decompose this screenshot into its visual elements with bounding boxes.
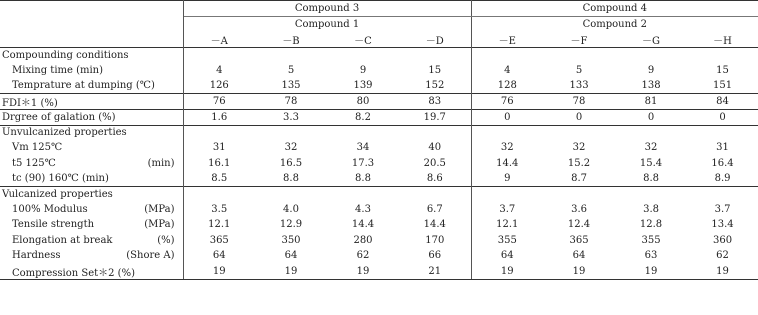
value-cell: 19.7 [399,110,471,126]
value-cell: 8.9 [714,173,731,184]
value-cell: 5 [287,64,295,76]
value-cell: 63 [644,250,658,262]
value-cell: 8.8 [355,173,371,184]
value-cell: 9 [359,64,367,76]
value-cell: 19 [543,264,615,280]
row-label-text: Hardness [12,250,61,262]
column-header: －H [713,36,732,47]
row-label [0,233,183,249]
column-header: －D [399,32,471,48]
value-cell: 19 [687,264,758,280]
value-cell: 66 [399,248,471,264]
value-cell: 78 [255,94,327,110]
value-cell: 80 [327,94,399,110]
row-unit: (Shore A) [126,250,175,262]
value-cell: 5 [575,64,583,76]
value-cell: 17.3 [351,157,375,169]
value-cell: 32 [500,142,514,154]
row-label [0,63,183,79]
value-cell: 19 [327,264,399,280]
value-cell: 32 [284,142,298,154]
value-cell: 19 [255,264,327,280]
row-label-text: Elongation at break [12,234,113,246]
row-label-text: Tensile strength [12,219,95,231]
section-header-vulcanized: Vulcanized properties [0,187,183,202]
value-cell: 355 [497,234,517,246]
value-cell: 16.4 [711,157,734,169]
value-cell: 3.8 [643,203,659,215]
empty-cell [471,48,543,63]
value-cell: 8.8 [643,173,659,184]
row-label [0,248,183,264]
value-cell: 3.6 [571,203,587,215]
value-cell: 62 [716,250,729,262]
empty-cell [615,125,687,140]
value-cell: 15.4 [639,157,663,169]
header-compound-1: Compound 1 [183,17,471,33]
value-cell: 19 [183,264,255,280]
value-cell: 3.3 [255,110,327,126]
value-cell: 6.7 [399,202,471,218]
column-header: －B [282,36,300,47]
empty-cell [687,187,758,202]
value-cell: 12.4 [567,219,591,231]
empty-cell [183,48,255,63]
value-cell: 19 [471,264,543,280]
value-cell: 21 [399,264,471,280]
row-unit: (min) [147,157,175,169]
value-cell: 78 [543,94,615,110]
header-compound-4: Compound 4 [471,1,758,17]
empty-cell [255,187,327,202]
value-cell: 12.1 [496,219,519,231]
value-cell: 81 [615,94,687,110]
value-cell: 8.2 [327,110,399,126]
value-cell: 8.5 [211,173,228,184]
value-cell: 12.9 [279,219,303,231]
empty-cell [183,125,255,140]
value-cell: 4.3 [355,203,371,215]
value-cell: 64 [500,250,514,262]
value-cell: 9 [647,64,655,76]
column-header: －A [210,36,228,47]
row-label-text: Mixing time (min) [12,64,104,76]
value-cell: 15 [716,64,729,76]
empty-cell [543,187,615,202]
value-cell: 76 [471,94,543,110]
empty-cell [687,125,758,140]
value-cell: 19 [615,264,687,280]
value-cell: 133 [569,80,589,91]
row-label-text: Vm 125℃ [12,142,63,154]
empty-cell [399,125,471,140]
column-header: －C [354,36,372,47]
row-label [0,78,183,94]
value-cell: 0 [687,110,758,126]
empty-cell [687,48,758,63]
value-cell: 31 [212,142,226,154]
header-corner [0,1,183,17]
value-cell: 4.0 [283,203,299,215]
value-cell: 139 [353,80,373,91]
empty-cell [255,48,327,63]
value-cell: 3.5 [211,203,228,215]
value-cell: 15 [399,63,471,79]
value-cell: 365 [209,234,229,246]
value-cell: 64 [284,250,298,262]
empty-cell [471,125,543,140]
header-corner [0,32,183,48]
value-cell: 280 [353,234,373,246]
value-cell: 20.5 [399,156,471,172]
value-cell: 135 [281,80,301,91]
value-cell: 31 [716,142,729,154]
value-cell: 355 [641,234,661,246]
value-cell: 1.6 [183,110,255,126]
value-cell: 15.2 [567,157,591,169]
value-cell: 152 [399,78,471,94]
value-cell: 14.4 [351,219,375,231]
value-cell: 40 [399,140,471,156]
empty-cell [399,48,471,63]
row-label-text: 100% Modulus [12,203,88,215]
value-cell: 0 [543,110,615,126]
value-cell: 4 [216,64,223,76]
row-label-text: t5 125℃ [12,157,56,169]
value-cell: 13.4 [711,219,734,231]
row-label [0,156,183,172]
value-cell: 16.5 [279,157,303,169]
value-cell: 3.7 [714,203,731,215]
value-cell: 32 [644,142,658,154]
value-cell: 64 [572,250,586,262]
value-cell: 128 [497,80,517,91]
value-cell: 62 [356,250,370,262]
value-cell: 14.4 [399,217,471,233]
value-cell: 83 [399,94,471,110]
empty-cell [543,48,615,63]
row-label-text: Compression Set＊2 (%) [12,267,135,279]
row-label-text: FDI＊1 (%) [2,98,58,109]
row-label [0,264,183,280]
row-label [0,110,183,126]
header-compound-3: Compound 3 [183,1,471,17]
row-label-text: Drgree of galation (%) [2,111,116,123]
empty-cell [543,125,615,140]
value-cell: 12.1 [208,219,231,231]
empty-cell [327,125,399,140]
value-cell: 360 [713,234,733,246]
value-cell: 126 [209,80,229,91]
empty-cell [255,125,327,140]
row-label [0,171,183,187]
empty-cell [399,187,471,202]
value-cell: 0 [615,110,687,126]
value-cell: 170 [399,233,471,249]
row-label [0,94,183,110]
value-cell: 32 [572,142,586,154]
header-compound-2: Compound 2 [582,19,647,30]
row-label [0,217,183,233]
empty-cell [327,48,399,63]
value-cell: 64 [212,250,226,262]
value-cell: 76 [183,94,255,110]
section-header-unvulcanized: Unvulcanized properties [0,125,183,140]
empty-cell [615,48,687,63]
value-cell: 138 [641,80,661,91]
empty-cell [327,187,399,202]
value-cell: 8.7 [571,173,587,184]
column-header: －F [570,36,588,47]
row-label-text: tc (90) 160℃ (min) [12,173,109,184]
value-cell: 14.4 [496,157,519,169]
row-unit: (%) [157,234,175,246]
column-header: －G [642,36,661,47]
empty-cell [615,187,687,202]
value-cell: 8.6 [399,171,471,187]
value-cell: 84 [687,94,758,110]
row-unit: (MPa) [144,219,175,231]
value-cell: 9 [504,173,511,184]
empty-cell [471,187,543,202]
row-label [0,202,183,218]
row-label [0,140,183,156]
value-cell: 12.8 [639,219,663,231]
section-header-compounding: Compounding conditions [0,48,183,63]
row-label-text: Temprature at dumping (℃) [12,80,155,91]
value-cell: 16.1 [208,157,231,169]
value-cell: 0 [471,110,543,126]
value-cell: 4 [504,64,511,76]
column-header: －E [498,36,516,47]
row-unit: (MPa) [144,203,175,215]
value-cell: 151 [713,80,733,91]
value-cell: 365 [569,234,589,246]
value-cell: 8.8 [283,173,299,184]
value-cell: 350 [281,234,301,246]
header-corner [0,17,183,33]
empty-cell [183,187,255,202]
value-cell: 34 [356,142,370,154]
value-cell: 3.7 [499,203,516,215]
